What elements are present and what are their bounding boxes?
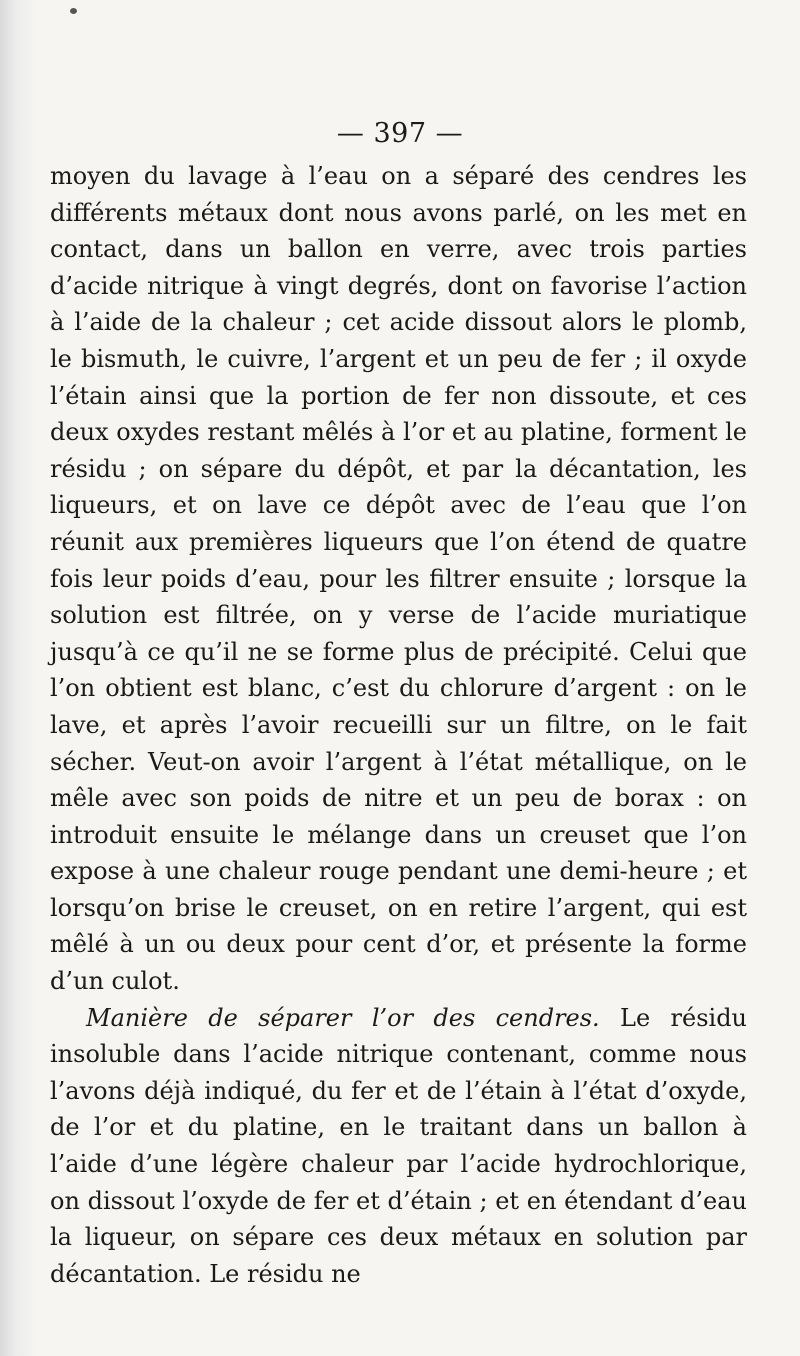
page-body: [50, 158, 747, 1292]
page-gutter-shadow: [0, 0, 38, 1356]
ink-speck: [70, 8, 77, 14]
page-number: — 397 —: [336, 118, 464, 149]
paragraph-gold-separation: [50, 1000, 747, 1293]
paragraph-gold-text: Le résidu insoluble dans l’acide nitrique contenant, comme nous l’avons déjà indiqué, du fer et de l’étain à l’état d’oxyde, de l’or et du platine, en le traitant dans un ballon à l’aide d’une légère chaleur par l’acide hydrochlorique, on dissout l’oxyde de fer et d’étain ; et en étendant d’eau la liqueur, on sépare ces deux métaux en solution par décantation. Le résidu ne: [50, 1003, 748, 1288]
paragraph-silver-separation: moyen du lavage à l’eau on a séparé des cendres les différents métaux dont nous avons parlé, on les met en contact, dans un ballon en verre, avec trois parties d’acide nitrique à vingt degrés, dont on favorise l’action à l’aide de la chaleur ; cet acide dissout alors le plomb, le bismuth, le cuivre, l’argent et un peu de fer ; il oxyde l’étain ainsi que la portion de fer non dissoute, et ces deux oxydes restant mêlés à l’or et au platine, forment le résidu ; on sépare du dépôt, et par la décantation, les liqueurs, et on lave ce dépôt avec de l’eau que l’on réunit aux premières liqueurs que l’on étend de quatre fois leur poids d’eau, pour les filtrer ensuite ; lorsque la solution est filtrée, on y verse de l’acide muriatique jusqu’à ce qu’il ne se forme plus de précipité. Celui que l’on obtient est blanc, c’est du chlorure d’argent : on le lave, et après l’avoir recueilli sur un filtre, on le fait sécher. Veut-on avoir l’argent à l’état métallique, on le mêle avec son poids de nitre et un peu de borax : on introduit ensuite le mélange dans un creuset que l’on expose à une chaleur rouge pendant une demi-heure ; et lorsqu’on brise le creuset, on en retire l’argent, qui est mêlé à un ou deux pour cent d’or, et présente la forme d’un culot.: [50, 162, 747, 996]
section-heading-gold: Manière de séparer l’or des cendres.: [86, 1003, 600, 1032]
